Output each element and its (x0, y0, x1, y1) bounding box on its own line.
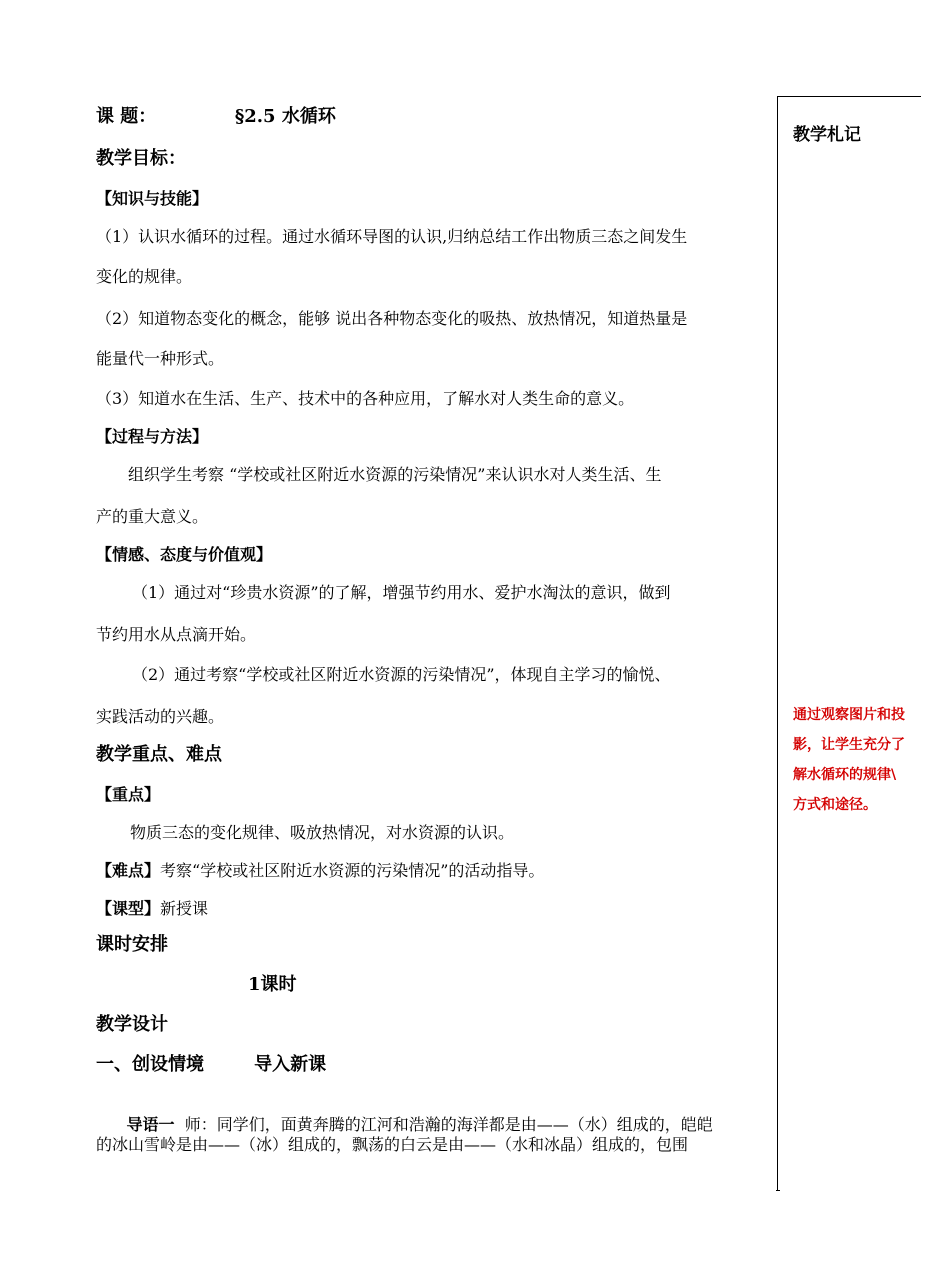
difficulty-row (96, 860, 544, 882)
emotion-p1-line1: （1）通过对“珍贵水资源”的了解，增强节约用水、爱护水淘汰的意识，做到 (132, 583, 671, 602)
topic-row (96, 106, 336, 128)
focus-text: 物质三态的变化规律、吸放热情况，对水资源的认识。 (130, 823, 515, 842)
type-row (96, 898, 208, 920)
intro-line2: 的冰山雪岭是由——（冰）组成的，飘荡的白云是由——（水和冰晶）组成的，包围 (96, 1135, 689, 1154)
knowledge-p1-line2: 变化的规律。 (96, 267, 193, 286)
sidebar-note-line: 影，让学生充分了 (793, 737, 905, 753)
sidebar-note-line: 通过观察图片和投 (793, 707, 905, 723)
process-line2: 产的重大意义。 (96, 507, 209, 526)
schedule-value: 1课时 (248, 974, 297, 995)
intro-line1: 师：同学们，面黄奔腾的江河和浩瀚的海洋都是由——（水）组成的，皑皑 (174, 1115, 713, 1134)
sidebar-bottom-tick (776, 1190, 780, 1191)
type-label: 【课型】 (96, 899, 161, 918)
knowledge-label: 【知识与技能】 (96, 189, 209, 208)
section-one-title: 一、创设情境 导入新课 (96, 1054, 327, 1075)
difficulty-text: 考察“学校或社区附近水资源的污染情况”的活动指导。 (160, 861, 545, 880)
process-line1: 组织学生考察 “学校或社区附近水资源的污染情况”来认识水对人类生活、生 (128, 465, 662, 484)
sidebar-note-line: 解水循环的规律\ (793, 767, 897, 783)
knowledge-p2-line2: 能量代一种形式。 (96, 349, 225, 368)
topic-label: 课 题： (96, 106, 157, 127)
sidebar-note (793, 700, 911, 820)
design-title: 教学设计 (96, 1014, 168, 1035)
objectives-title: 教学目标： (96, 148, 186, 169)
emotion-label: 【情感、态度与价值观】 (96, 545, 273, 564)
knowledge-p3-line1: （3）知道水在生活、生产、技术中的各种应用，了解水对人类生命的意义。 (96, 389, 635, 408)
key-points-title: 教学重点、难点 (96, 744, 222, 765)
type-text: 新授课 (160, 899, 209, 918)
emotion-p2-line1: （2）通过考察“学校或社区附近水资源的污染情况”，体现自主学习的愉悦、 (132, 665, 671, 684)
intro-label: 导语一 (126, 1115, 175, 1134)
sidebar-note-line: 方式和途径。 (793, 797, 877, 813)
sidebar-title: 教学札记 (793, 125, 861, 145)
difficulty-label: 【难点】 (96, 861, 161, 880)
emotion-p1-line2: 节约用水从点滴开始。 (96, 625, 257, 644)
knowledge-p1-line1: （1）认识水循环的过程。通过水循环导图的认识,归纳总结工作出物质三态之间发生 (96, 227, 688, 246)
knowledge-p2-line1: （2）知道物态变化的概念，能够 说出各种物态变化的吸热、放热情况，知道热量是 (96, 309, 688, 328)
process-label: 【过程与方法】 (96, 427, 209, 446)
topic-value: §2.5 水循环 (234, 106, 336, 127)
focus-label: 【重点】 (96, 785, 161, 804)
sidebar-divider (777, 97, 778, 1191)
emotion-p2-line2: 实践活动的兴趣。 (96, 707, 225, 726)
schedule-title: 课时安排 (96, 934, 168, 955)
sidebar-top-rule (777, 96, 921, 97)
